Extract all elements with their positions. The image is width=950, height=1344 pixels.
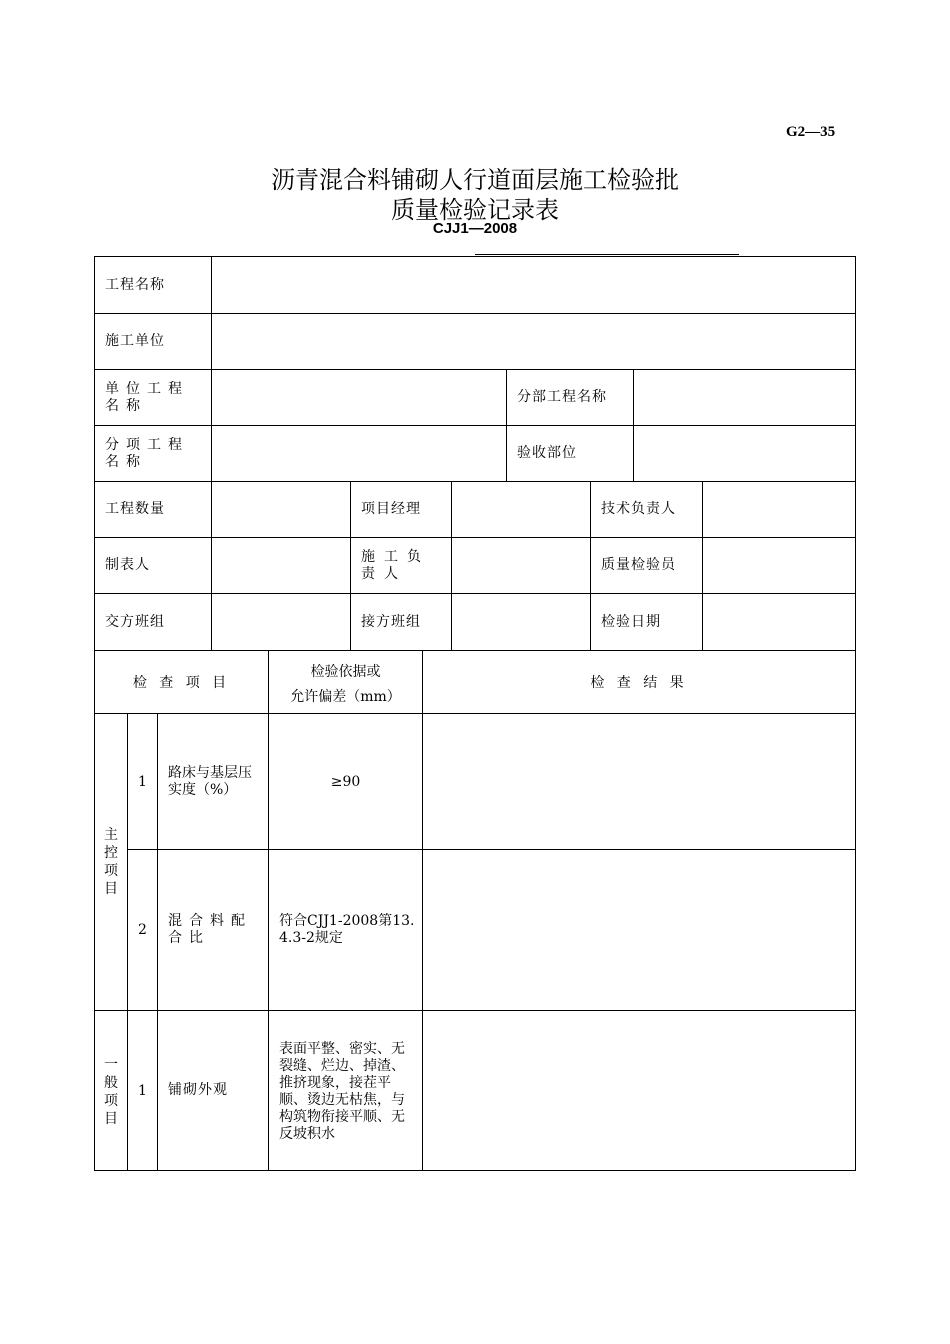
main-item-1-name: 路床与基层压实度（%） — [168, 765, 252, 798]
page-title: 沥青混合料铺砌人行道面层施工检验批 — [271, 166, 679, 194]
receiving-team-label-cell — [350, 593, 452, 651]
unit-project-label-cell — [94, 369, 212, 426]
project-manager-field[interactable] — [451, 481, 591, 538]
basis-header-line2: 允许偏差（mm） — [290, 689, 401, 705]
general-group-label: 一般项目 — [104, 1057, 118, 1127]
construction-lead-field[interactable] — [451, 537, 591, 594]
main-item-1-name-cell — [157, 713, 269, 850]
construction-unit-label-cell — [94, 313, 212, 370]
main-item-1-no: 1 — [127, 713, 158, 850]
subitem-project-label-cell — [94, 425, 212, 482]
quality-inspector-field[interactable] — [702, 537, 856, 594]
main-item-2-basis: 符合CJJ1-2008第13.4.3-2规定 — [279, 913, 415, 946]
quantity-label-cell — [94, 481, 212, 538]
tech-lead-label-cell — [590, 481, 703, 538]
main-item-1-basis: ≥90 — [268, 713, 423, 850]
acceptance-part-label-cell — [506, 425, 634, 482]
column-header-item: 检 查 项 目 — [94, 650, 269, 714]
division-project-field[interactable] — [633, 369, 856, 426]
main-item-2-basis-cell — [268, 849, 423, 1011]
main-item-2-name-cell — [157, 849, 269, 1011]
inspection-date-field[interactable] — [702, 593, 856, 651]
general-item-1-basis: 表面平整、密实、无裂缝、烂边、掉渣、推挤现象，接茬平顺、烫边无枯焦，与构筑物衔接平顺、无反坡积水 — [279, 1041, 405, 1142]
unit-project-field[interactable] — [211, 369, 507, 426]
general-item-1-basis-cell — [268, 1010, 423, 1171]
general-item-1-no: 1 — [127, 1010, 158, 1171]
main-item-1-result-field[interactable] — [422, 713, 856, 850]
general-item-1-name: 铺砌外观 — [168, 1082, 228, 1098]
preparer-field[interactable] — [211, 537, 351, 594]
project-name-field[interactable] — [211, 256, 856, 314]
project-name-label-cell — [94, 256, 212, 314]
quality-inspector-label-cell — [590, 537, 703, 594]
handover-team-label-cell — [94, 593, 212, 651]
construction-unit-label: 施工单位 — [105, 333, 165, 349]
quality-inspector-label: 质量检验员 — [601, 557, 676, 573]
subitem-project-field[interactable] — [211, 425, 507, 482]
acceptance-part-label: 验收部位 — [517, 445, 577, 461]
preparer-label-cell — [94, 537, 212, 594]
main-control-group-cell — [94, 713, 128, 1011]
handover-team-label: 交方班组 — [105, 614, 165, 630]
handover-team-field[interactable] — [211, 593, 351, 651]
acceptance-part-field[interactable] — [633, 425, 856, 482]
construction-lead-label-cell — [350, 537, 452, 594]
basis-header-line1: 检验依据或 — [310, 664, 381, 680]
subitem-project-label: 分项工程名称 — [105, 437, 189, 470]
project-manager-label-cell — [350, 481, 452, 538]
inspection-date-label-cell — [590, 593, 703, 651]
tech-lead-label: 技术负责人 — [601, 501, 676, 517]
preparer-label: 制表人 — [105, 557, 150, 573]
quantity-label: 工程数量 — [105, 501, 165, 517]
main-item-2-name: 混合料配合比 — [168, 913, 252, 946]
general-item-1-name-cell — [157, 1010, 269, 1171]
unit-project-label: 单位工程名称 — [105, 381, 189, 414]
construction-lead-label: 施工负责人 — [361, 549, 430, 582]
form-code: G2—35 — [786, 124, 836, 140]
main-item-2-result-field[interactable] — [422, 849, 856, 1011]
column-header-basis — [268, 650, 423, 714]
title-underline — [475, 254, 739, 255]
general-group-cell — [94, 1010, 128, 1171]
division-project-label-cell — [506, 369, 634, 426]
receiving-team-label: 接方班组 — [361, 614, 421, 630]
project-name-label: 工程名称 — [105, 277, 165, 293]
receiving-team-field[interactable] — [451, 593, 591, 651]
column-header-result: 检 查 结 果 — [422, 650, 856, 714]
page-subtitle: 质量检验记录表 — [391, 196, 559, 224]
main-item-2-no: 2 — [127, 849, 158, 1011]
quantity-field[interactable] — [211, 481, 351, 538]
general-item-1-result-field[interactable] — [422, 1010, 856, 1171]
project-manager-label: 项目经理 — [361, 501, 421, 517]
construction-unit-field[interactable] — [211, 313, 856, 370]
inspection-date-label: 检验日期 — [601, 614, 661, 630]
division-project-label: 分部工程名称 — [517, 389, 607, 405]
main-control-group-label: 主控项目 — [104, 827, 118, 897]
tech-lead-field[interactable] — [702, 481, 856, 538]
standard-code: CJJ1—2008 — [432, 220, 518, 237]
